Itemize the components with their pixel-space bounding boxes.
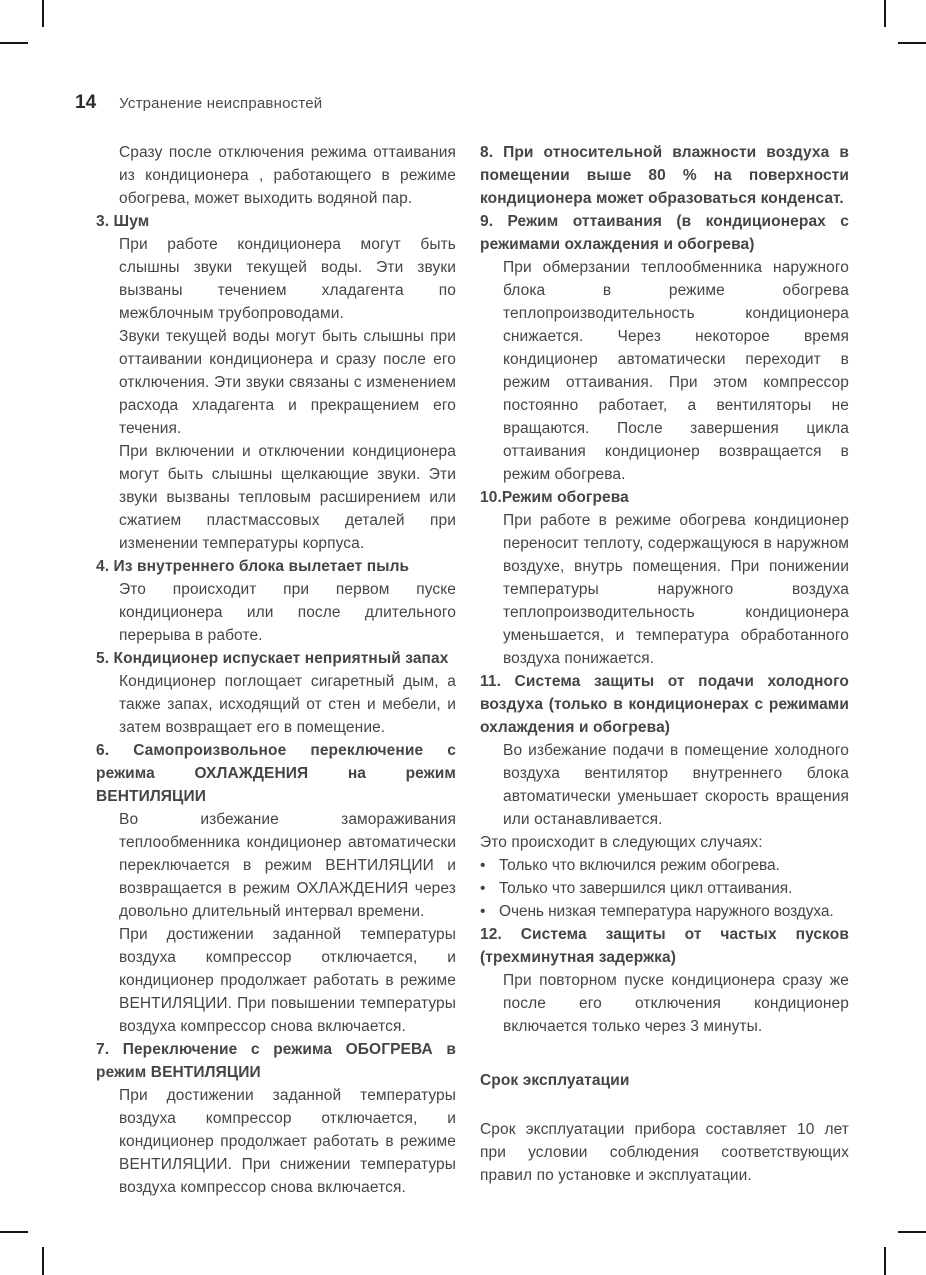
page-content <box>96 141 849 1199</box>
item-heading: 8. При относительной влажности воздуха в помещении выше 80 % на поверхности кондиционера может образоваться конденсат. <box>480 144 849 207</box>
crop-mark-bottom-right-vertical <box>884 1247 886 1275</box>
paragraph: При достижении заданной температуры воздуха компрессор отключается, и кондиционер продолжает работать в режиме ВЕНТИЛЯЦИИ. При повышении температуры воздуха компрессор снова включается. <box>119 926 456 1035</box>
paragraph: Это происходит в следующих случаях: <box>480 834 763 851</box>
crop-mark-bottom-left-horizontal <box>0 1231 28 1233</box>
bullet-text: Очень низкая температура наружного воздуха. <box>499 903 834 920</box>
bullet-icon: • <box>480 880 486 897</box>
item-heading: 9. Режим оттаивания (в кондиционерах с режимами охлаждения и обогрева) <box>480 213 849 253</box>
paragraph: Во избежание замораживания теплообменника кондиционер автоматически переключается в режим ВЕНТИЛЯЦИИ и возвращается в режим ОХЛАЖДЕНИЯ через довольно длительный интервал времени. <box>119 811 456 920</box>
item-heading: 7. Переключение с режима ОБОГРЕВА в режим ВЕНТИЛЯЦИИ <box>96 1041 456 1081</box>
paragraph: Сразу после отключения режима оттаивания из кондиционера , работающего в режиме обогрева, может выходить водяной пар. <box>119 144 456 207</box>
paragraph: Это происходит при первом пуске кондиционера или после длительного перерыва в работе. <box>119 581 456 644</box>
right-column <box>480 141 849 1199</box>
paragraph: При включении и отключении кондиционера могут быть слышны щелкающие звуки. Эти звуки вызваны тепловым расширением или сжатием пластмассовых деталей при изменении температуры корпуса. <box>119 443 456 552</box>
crop-mark-top-left-vertical <box>42 0 44 27</box>
crop-mark-top-right-horizontal <box>898 42 926 44</box>
bullet-icon: • <box>480 903 486 920</box>
bullet-item <box>480 877 849 900</box>
item-heading: 12. Система защиты от частых пусков (трехминутная задержка) <box>480 926 849 966</box>
paragraph: Звуки текущей воды могут быть слышны при оттаивании кондиционера и сразу после его отключения. Эти звуки связаны с изменением расхода хладагента и прекращением его течения. <box>119 328 456 437</box>
item-heading: 5. Кондиционер испускает неприятный запах <box>96 650 449 667</box>
crop-mark-bottom-right-horizontal <box>898 1231 926 1233</box>
paragraph: При обмерзании теплообменника наружного блока в режиме обогрева теплопроизводительность кондиционера снижается. Через некоторое время кондиционер автоматически переходит в режим оттаивания. При этом компрессор постоянно работает, а вентиляторы не вращаются. После завершения цикла оттаивания кондиционер возвращается в режим обогрева. <box>503 259 849 483</box>
bullet-item <box>480 854 849 877</box>
item-heading: 6. Самопроизвольное переключение с режима ОХЛАЖДЕНИЯ на режим ВЕНТИЛЯЦИИ <box>96 742 456 805</box>
paragraph: При работе в режиме обогрева кондиционер переносит теплоту, содержащуюся в наружном воздухе, внутрь помещения. При понижении температуры наружного воздуха теплопроизводительность кондиционера уменьшается, и температура обработанного воздуха понижается. <box>503 512 849 667</box>
bullet-item <box>480 900 849 923</box>
paragraph: Срок эксплуатации прибора составляет 10 лет при условии соблюдения соответствующих правил по установке и эксплуатации. <box>480 1121 849 1184</box>
section-heading: Срок эксплуатации <box>480 1072 630 1089</box>
page-number: 14 <box>75 92 97 113</box>
paragraph: При работе кондиционера могут быть слышны звуки текущей воды. Эти звуки вызваны течением хладагента по межблочным трубопроводами. <box>119 236 456 322</box>
crop-mark-top-right-vertical <box>884 0 886 27</box>
bullet-icon: • <box>480 857 486 874</box>
item-heading: 10.Режим обогрева <box>480 489 629 506</box>
paragraph: При достижении заданной температуры воздуха компрессор отключается, и кондиционер продолжает работать в режиме ВЕНТИЛЯЦИИ. При снижении температуры воздуха компрессор снова включается. <box>119 1087 456 1196</box>
crop-mark-top-left-horizontal <box>0 42 28 44</box>
bullet-text: Только что включился режим обогрева. <box>499 857 780 874</box>
page-header-title: Устранение неисправностей <box>119 95 323 112</box>
crop-mark-bottom-left-vertical <box>42 1247 44 1275</box>
left-column <box>96 141 456 1199</box>
paragraph: Во избежание подачи в помещение холодного воздуха вентилятор внутреннего блока автоматически уменьшает скорость вращения или останавливается. <box>503 742 849 828</box>
page-header <box>75 92 322 114</box>
item-heading: 4. Из внутреннего блока вылетает пыль <box>96 558 410 575</box>
bullet-text: Только что завершился цикл оттаивания. <box>499 880 793 897</box>
item-heading: 11. Система защиты от подачи холодного воздуха (только в кондиционерах с режимами охлаждения и обогрева) <box>480 673 849 736</box>
item-heading: 3. Шум <box>96 213 150 230</box>
paragraph: При повторном пуске кондиционера сразу же после его отключения кондиционер включается только через 3 минуты. <box>503 972 849 1035</box>
paragraph: Кондиционер поглощает сигаретный дым, а также запах, исходящий от стен и мебели, и затем возвращает его в помещение. <box>119 673 456 736</box>
